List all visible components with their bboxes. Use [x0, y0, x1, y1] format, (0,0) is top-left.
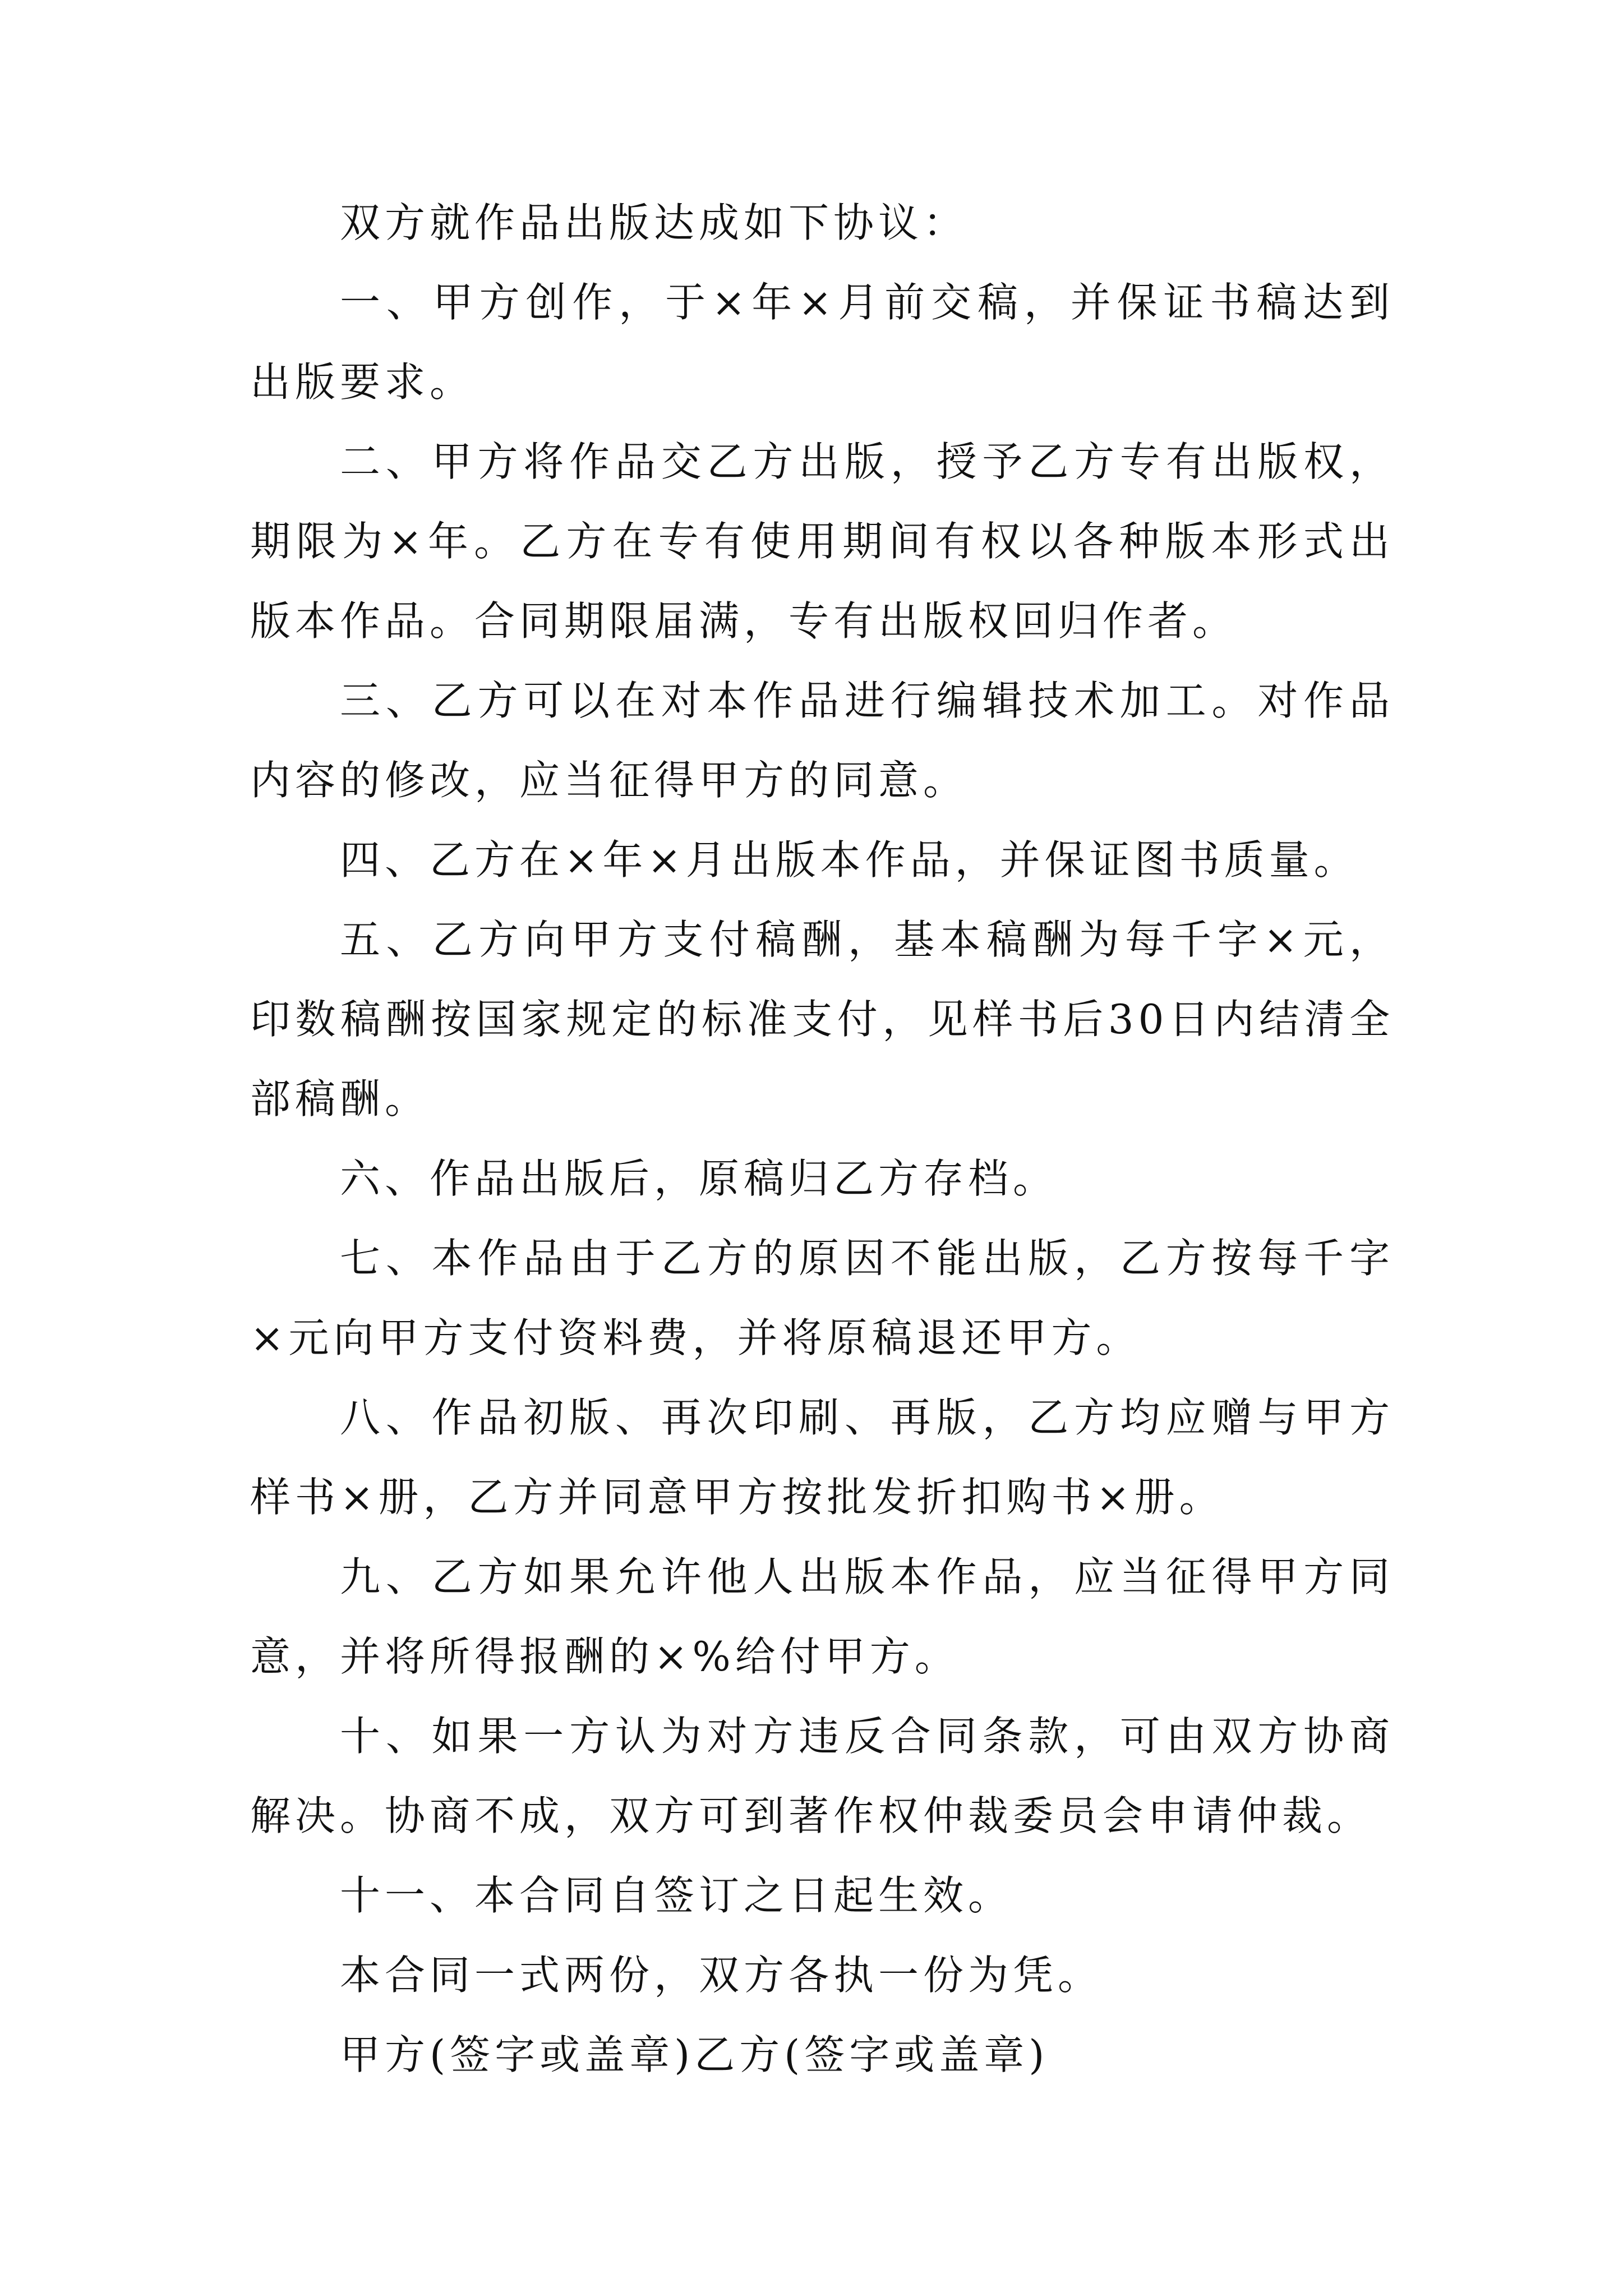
paragraph-copies: 本合同一式两份，双方各执一份为凭。: [340, 1952, 1103, 1999]
paragraph-clause-5: 五、乙方向甲方支付稿酬，基本稿酬为每千字×元，印数稿酬按国家规定的标准支付，见样书后30日内结清全部稿酬。: [250, 916, 1394, 1122]
paragraph-clause-3: 三、乙方可以在对本作品进行编辑技术加工。对作品内容的修改，应当征得甲方的同意。: [250, 677, 1394, 804]
paragraph-clause-10: 十、如果一方认为对方违反合同条款，可由双方协商解决。协商不成，双方可到著作权仲裁委员会申请仲裁。: [250, 1713, 1394, 1839]
paragraph-clause-7: 七、本作品由于乙方的原因不能出版，乙方按每千字×元向甲方支付资料费，并将原稿退还甲方。: [250, 1235, 1394, 1361]
contract-body: [250, 183, 1394, 2095]
paragraph-intro: 双方就作品出版达成如下协议：: [340, 199, 969, 246]
paragraph-clause-8: 八、作品初版、再次印刷、再版，乙方均应赠与甲方样书×册，乙方并同意甲方按批发折扣购书×册。: [250, 1394, 1394, 1521]
paragraph-clause-4: 四、乙方在×年×月出版本作品，并保证图书质量。: [340, 836, 1359, 884]
signature-line: 甲方(签字或盖章)乙方(签字或盖章): [340, 2031, 1049, 2078]
paragraph-clause-11: 十一、本合同自签订之日起生效。: [340, 1872, 1013, 1919]
paragraph-clause-1: 一、甲方创作，于×年×月前交稿，并保证书稿达到出版要求。: [250, 279, 1394, 406]
paragraph-clause-9: 九、乙方如果允许他人出版本作品，应当征得甲方同意，并将所得报酬的×%给付甲方。: [250, 1553, 1394, 1680]
paragraph-clause-2: 二、甲方将作品交乙方出版，授予乙方专有出版权，期限为×年。乙方在专有使用期间有权以各种版本形式出版本作品。合同期限届满，专有出版权回归作者。: [250, 438, 1394, 645]
paragraph-clause-6: 六、作品出版后，原稿归乙方存档。: [340, 1155, 1058, 1202]
